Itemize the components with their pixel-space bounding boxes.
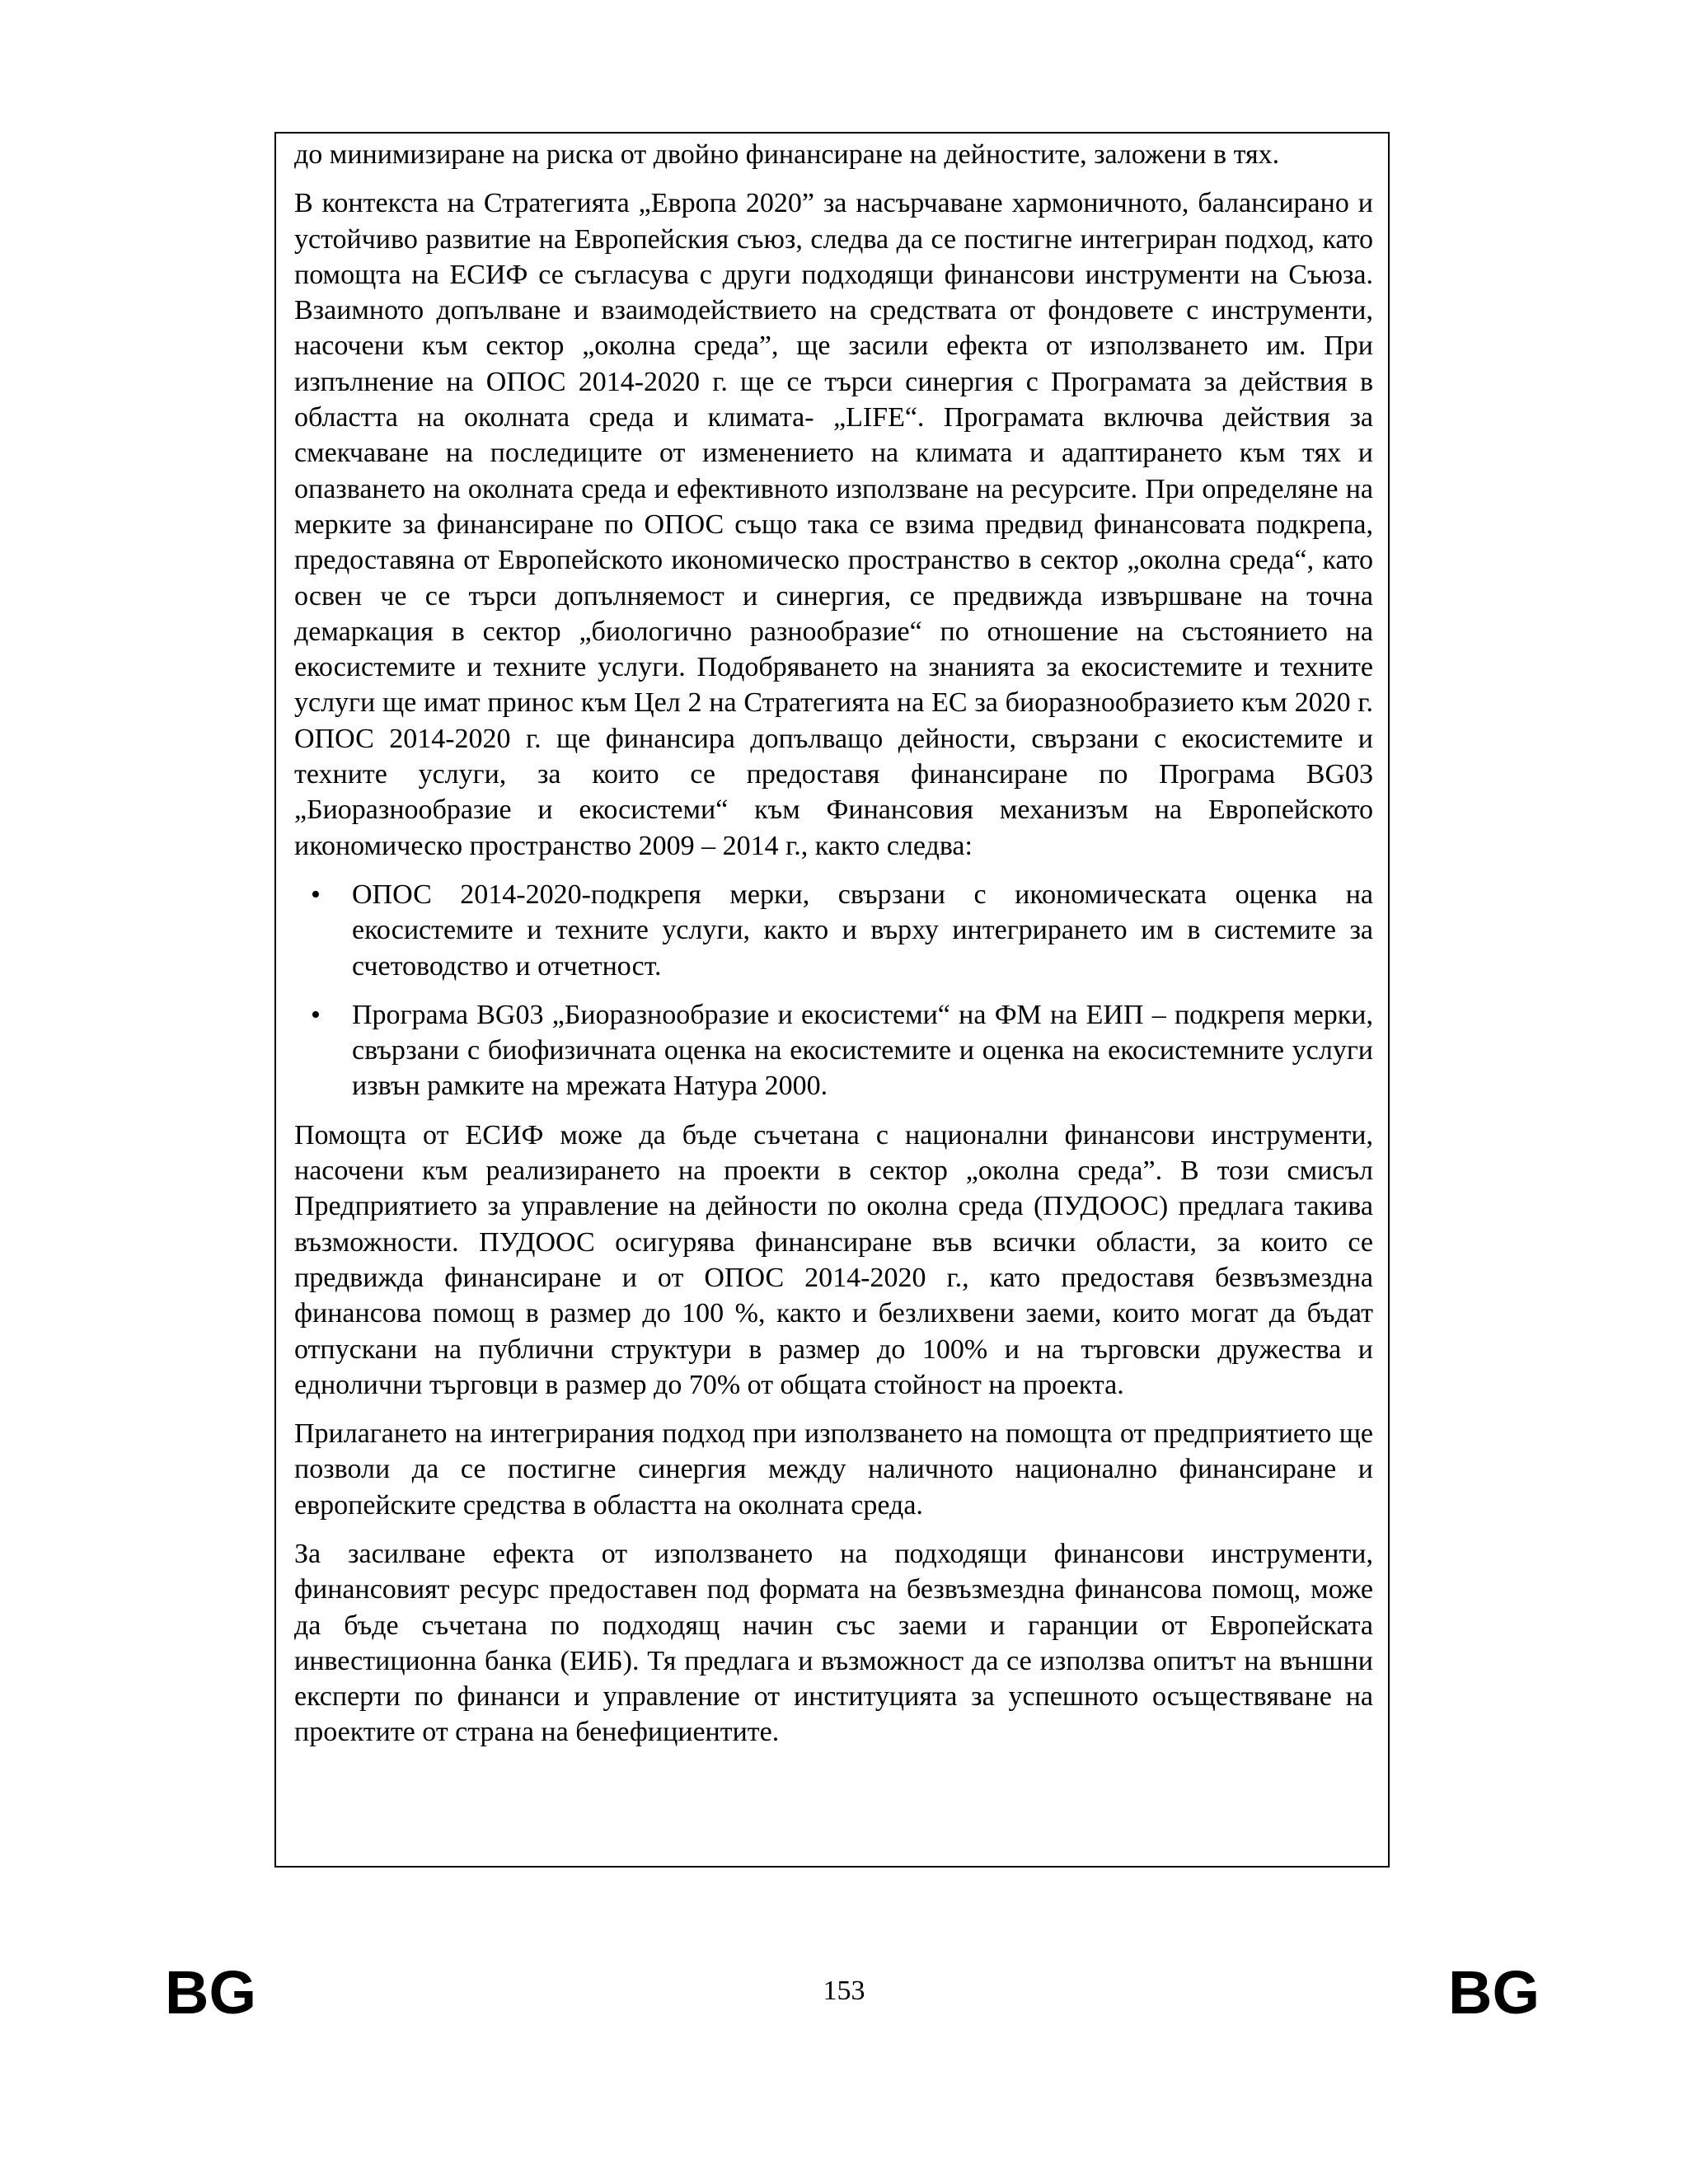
paragraph-5: За засилване ефекта от използването на подходящи финансови инструменти, финансовият ресурс предоставен под формата на безвъзмездна финансова помощ, може да бъде съчетана по подходящ начин със заеми и гаранции от Европейската инвестиционна банка (ЕИБ). Тя предлага и възможност да се използва опитът на външни експерти по финанси и управление от институцията за успешното осъществяване на проектите от страна на бенефициентите. <box>294 1538 1373 1748</box>
page-number: 153 <box>823 1975 865 2006</box>
bullet-text: Програма BG03 „Биоразнообразие и екосистеми“ на ФМ на ЕИП – подкрепя мерки, свързани с биофизичната оценка на екосистемите и оценка на екосистемните услуги извън рамките на мрежата Натура 2000. <box>352 999 1373 1102</box>
bullet-item <box>294 997 1373 1104</box>
bullet-text: ОПОС 2014-2020-подкрепя мерки, свързани с икономическата оценка на екосистемите и техните услуги, както и върху интегрирането им в системите за счетоводство и отчетност. <box>352 879 1373 982</box>
paragraph-1: до минимизиране на риска от двойно финансиране на дейностите, заложени в тях. <box>294 139 1280 170</box>
bullet-marker: • <box>311 879 321 910</box>
footer-language-code-left: BG <box>165 1958 256 2027</box>
paragraph-3: Помощта от ЕСИФ може да бъде съчетана с национални финансови инструменти, насочени към реализирането на проекти в сектор „околна среда”. В този смисъл Предприятието за управление на дейности по околна среда (ПУДООС) предлага такива възможности. ПУДООС осигурява финансиране във всички области, за които се предвижда финансиране и от ОПОС 2014-2020 г., като предоставя безвъзмездна финансова помощ в размер до 100 %, както и безлихвени заеми, които могат да бъдат отпускани на публични структури в размер до 100% и на търговски дружества и еднолични търговци в размер до 70% от общата стойност на проекта. <box>294 1119 1373 1400</box>
bullet-item <box>294 877 1373 984</box>
footer-language-code-right: BG <box>1448 1958 1540 2027</box>
content-frame <box>274 132 1390 1868</box>
paragraph-4: Прилагането на интегрирания подход при използването на помощта от предприятието ще позволи да се постигне синергия между наличното национално финансиране и европейските средства в областта на околната среда. <box>294 1418 1373 1521</box>
bullet-marker: • <box>311 999 321 1030</box>
bullet-list <box>294 877 1373 1104</box>
paragraph-2: В контекста на Стратегията „Европа 2020” за насърчаване хармоничното, балансирано и устойчиво развитие на Европейския съюз, следва да се постигне интегриран подход, като помощта на ЕСИФ се съгласува с други подходящи финансови инструменти на Съюза. Взаимното допълване и взаимодействието на средствата от фондовете с инструменти, насочени към сектор „околна среда”, ще засили ефекта от използването им. При изпълнение на ОПОС 2014-2020 г. ще се търси синергия с Програмата за действия в областта на околната среда и климата- „LIFE“. Програмата включва действия за смекчаване на последиците от изменението на климата и адаптирането към тях и опазването на околната среда и ефективното използване на ресурсите. При определяне на мерките за финансиране по ОПОС също така се взима предвид финансовата подкрепа, предоставяна от Европейското икономическо пространство в сектор „околна среда“, като освен че се търси допълняемост и синергия, се предвижда извършване на точна демаркация в сектор „биологично разнообразие“ по отношение на състоянието на екосистемите и техните услуги. Подобряването на знанията за екосистемите и техните услуги ще имат принос към Цел 2 на Стратегията на ЕС за биоразнообразието към 2020 г. ОПОС 2014-2020 г. ще финансира допълващо дейности, свързани с екосистемите и техните услуги, за които се предоставя финансиране по Програма BG03 „Биоразнообразие и екосистеми“ към Финансовия механизъм на Европейското икономическо пространство 2009 – 2014 г., както следва: <box>294 188 1373 861</box>
